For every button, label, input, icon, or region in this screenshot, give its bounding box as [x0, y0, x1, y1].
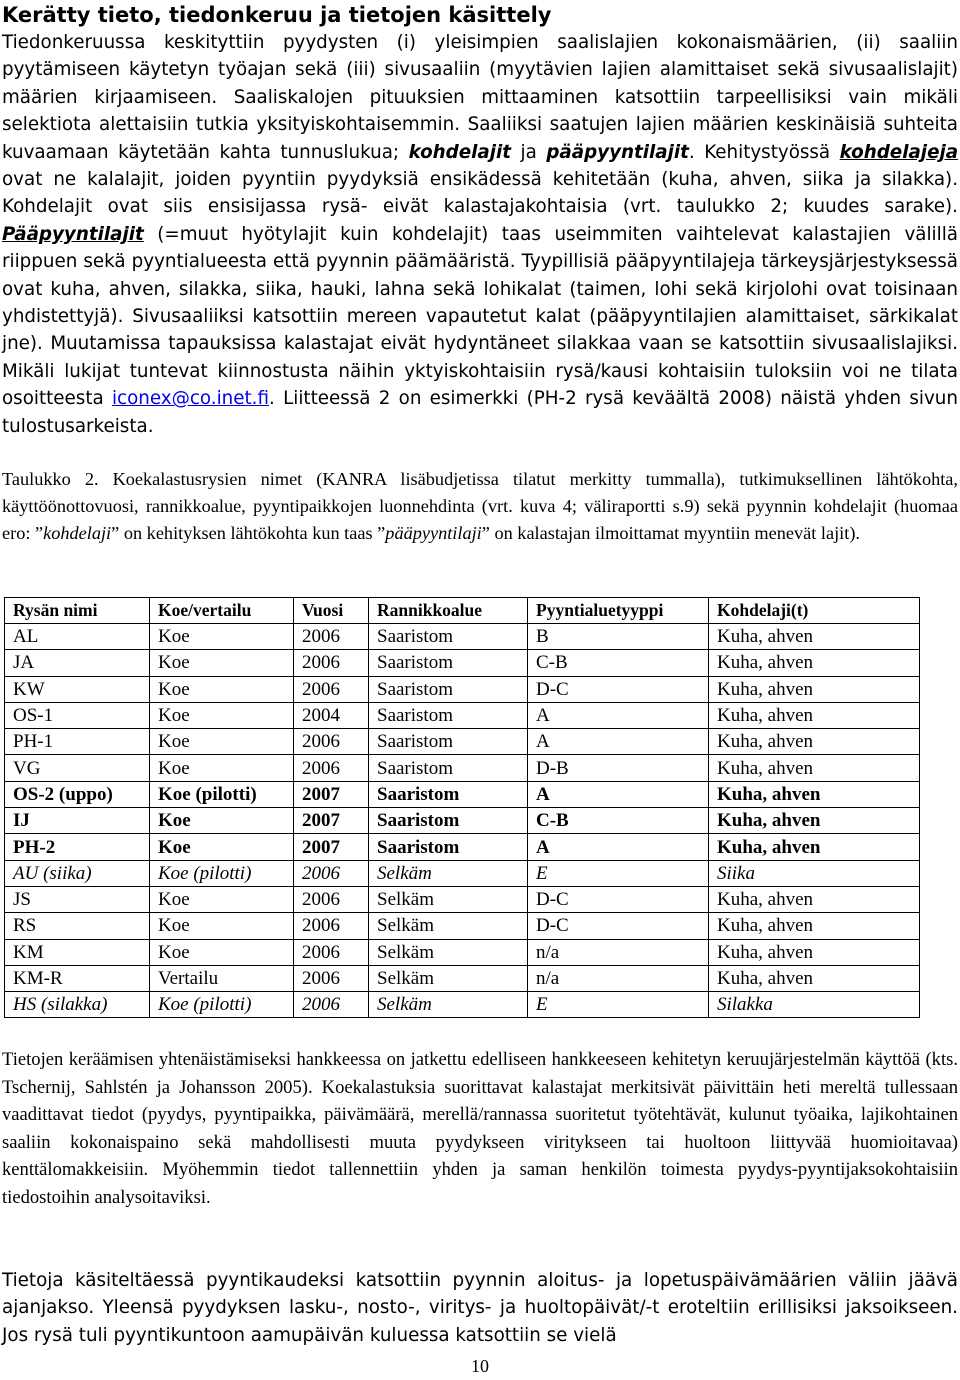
- table-cell: Selkäm: [369, 965, 528, 991]
- header-rannikkoalue: Rannikkoalue: [369, 598, 528, 624]
- term-kohdelajeja: kohdelajeja: [839, 141, 959, 163]
- table-row: [5, 624, 920, 650]
- table-cell: Kuha, ahven: [709, 886, 920, 912]
- caption-term-paapyyntilaji: pääpyyntilaji: [385, 523, 482, 544]
- table-cell: Saaristom: [369, 808, 528, 834]
- table-cell: Koe (pilotti): [150, 860, 294, 886]
- table-row: [5, 729, 920, 755]
- table-row: [5, 992, 920, 1018]
- caption-text-e: ” on kalastajan ilmoittamat myyntiin menevät lajit).: [481, 523, 860, 544]
- table-cell: Silakka: [709, 992, 920, 1018]
- table-cell: Saaristom: [369, 702, 528, 728]
- table-cell: JA: [5, 650, 150, 676]
- caption-text-a: Taulukko 2. Koekalastusrysien nimet (KANRA lisäbudjetissa tilatut merkitty tummalla), tutkimuksellinen lähtökohta, käyttöönottovuosi, rannikkoalue, pyyntipaikkojen luonnehdinta (vrt. kuva 4; väliraportti s.9) sekä pyynnin kohdelajit (huomaa ero: ”: [2, 469, 958, 544]
- table-cell: Selkäm: [369, 939, 528, 965]
- table-cell: Koe (pilotti): [150, 992, 294, 1018]
- intro-period: .: [688, 141, 695, 163]
- table-cell: 2007: [294, 834, 369, 860]
- table-cell: E: [528, 992, 709, 1018]
- table-cell: Selkäm: [369, 913, 528, 939]
- table-cell: n/a: [528, 939, 709, 965]
- table-cell: Saaristom: [369, 834, 528, 860]
- fishing-trap-table: [4, 597, 920, 1018]
- table-cell: 2006: [294, 624, 369, 650]
- table-cell: Koe: [150, 702, 294, 728]
- table-cell: JS: [5, 886, 150, 912]
- table-cell: Koe (pilotti): [150, 781, 294, 807]
- table-cell: Koe: [150, 624, 294, 650]
- term-kohdelajit: kohdelajit: [408, 141, 512, 163]
- header-pyyntialuetyyppi: Pyyntialuetyyppi: [528, 598, 709, 624]
- table-cell: Kuha, ahven: [709, 939, 920, 965]
- table-row: [5, 939, 920, 965]
- table-cell: KM-R: [5, 965, 150, 991]
- table-row: [5, 808, 920, 834]
- table-cell: A: [528, 702, 709, 728]
- table-cell: PH-2: [5, 834, 150, 860]
- intro-sentence-3-cont: ovat ne kalalajit, joiden pyyntiin pyydyksiä ensikädessä kehitetään (kuha, ahven, siika ja silakka). Kohdelajit ovat siis ensisijassa rysä- eivät kalastajakohtaisia (vrt. taulukko 2; kuudes sarake).: [2, 169, 958, 218]
- table-cell: Koe: [150, 650, 294, 676]
- table-cell: D-B: [528, 755, 709, 781]
- intro-sentence-2: Saaliiksi saatujen lajien määrien keskinäisiä suhteita kuvaamaan käytetään kahta tunnuslukua;: [2, 114, 959, 163]
- table-cell: D-C: [528, 886, 709, 912]
- table-cell: 2006: [294, 939, 369, 965]
- table-cell: Saaristom: [369, 781, 528, 807]
- table-row: [5, 860, 920, 886]
- paragraph-data-collection: Tietojen keräämisen yhtenäistämiseksi hankkeessa on jatkettu edelliseen hankkeeseen kehitetyn keruujärjestelmän käyttöä (kts. Tschernij, Sahlstén ja Johansson 2005). Koekalastuksia suorittavat kalastajat merkitsivät päivittäin heti mereltä tullessaan vaadittavat tiedot (pyydys, pyyntipaikka, päivämäärä, merellä/rannassa suoritetut työtehtävät, kulunut työaika, lajikohtainen saaliin kokonaispaino sekä mahdollisesti muuta pyydykseen viritykseen tai huoltoon liittyvää huomioitavaa) kenttälomakkeisiin. Myöhemmin tiedot tallennettiin yhden ja saman henkilön toimesta pyydys-pyyntijaksokohtaisiin tiedostoihin analysoitaviksi.: [2, 1049, 958, 1208]
- table-header-row: [5, 598, 920, 624]
- table-cell: Kuha, ahven: [709, 965, 920, 991]
- table-cell: 2007: [294, 781, 369, 807]
- table-cell: 2006: [294, 992, 369, 1018]
- intro-sentence-4: (=muut hyötylajit kuin kohdelajit) taas useimmiten vaihtelevat kalastajien välillä riippuen sekä pyyntialueesta että pyynnin päämääristä. Tyypillisiä pääpyyntilajeja tärkeysjärjestyksessä ovat kuha, ahven, silakka, siika, hauki, lahna sekä lohikalat (taimen, lohi sekä kirjolohi ovat toisinaan yhdistettyjä). Sivusaaliiksi katsottiin mereen vapautetut kalat (pääpyyntilajien alamittaiset, särkikalat jne). Muutamissa tapauksissa kalastajat eivät hydyntäneet silakkaa vaan se katsottiin sivusaalislajiksi. Mikäli lukijat tuntevat kiinnostusta näihin yktyiskohtaisiin rysä/kausi kohtaisiin tuloksiin voi ne tilata osoitteesta: [2, 223, 958, 410]
- table-cell: B: [528, 624, 709, 650]
- table-cell: D-C: [528, 676, 709, 702]
- table-cell: PH-1: [5, 729, 150, 755]
- term-paapyyntilajit: pääpyyntilajit: [546, 141, 689, 163]
- section-heading: Kerätty tieto, tiedonkeruu ja tietojen käsittely: [2, 3, 552, 27]
- paragraph-data-collection-block: [2, 1046, 958, 1212]
- table-cell: 2006: [294, 729, 369, 755]
- table-cell: 2006: [294, 650, 369, 676]
- table-cell: A: [528, 781, 709, 807]
- table-cell: HS (silakka): [5, 992, 150, 1018]
- table-cell: KW: [5, 676, 150, 702]
- table-cell: Selkäm: [369, 992, 528, 1018]
- paragraph-processing: Tietoja käsiteltäessä pyyntikaudeksi katsottiin pyynnin aloitus- ja lopetuspäivämäärien väliin jäävä ajanjakso. Yleensä pyydyksen lasku-, nosto-, viritys- ja huoltopäivät/-t eroteltiin erillisiksi jaksoikseen. Jos rysä tuli pyyntikuntoon aamupäivän kuluessa katsottiin se vielä: [2, 1270, 958, 1346]
- table-cell: OS-2 (uppo): [5, 781, 150, 807]
- table-cell: Kuha, ahven: [709, 624, 920, 650]
- table-cell: Kuha, ahven: [709, 834, 920, 860]
- table-cell: 2006: [294, 860, 369, 886]
- table-cell: VG: [5, 755, 150, 781]
- table-body: [5, 624, 920, 1018]
- page-number: 10: [471, 1356, 489, 1376]
- table-cell: Koe: [150, 808, 294, 834]
- table-caption: [2, 466, 958, 548]
- table-cell: 2006: [294, 755, 369, 781]
- header-koe-vertailu: Koe/vertailu: [150, 598, 294, 624]
- intro-sentence-3: Kehitystyössä: [704, 141, 831, 163]
- email-link[interactable]: iconex@co.inet.fi: [111, 388, 270, 410]
- table-cell: Kuha, ahven: [709, 755, 920, 781]
- table-cell: Kuha, ahven: [709, 702, 920, 728]
- table-cell: Kuha, ahven: [709, 913, 920, 939]
- table-row: [5, 650, 920, 676]
- table-row: [5, 702, 920, 728]
- table-cell: Saaristom: [369, 676, 528, 702]
- term-paapyyntilajit-defined: Pääpyyntilajit: [2, 223, 144, 245]
- table-cell: 2006: [294, 965, 369, 991]
- table-row: [5, 913, 920, 939]
- table-row: [5, 886, 920, 912]
- table-cell: Selkäm: [369, 886, 528, 912]
- table-row: [5, 834, 920, 860]
- table-cell: Kuha, ahven: [709, 781, 920, 807]
- table-cell: Koe: [150, 886, 294, 912]
- table-cell: Koe: [150, 755, 294, 781]
- table-cell: 2006: [294, 886, 369, 912]
- table-row: [5, 676, 920, 702]
- table-cell: IJ: [5, 808, 150, 834]
- table-cell: A: [528, 729, 709, 755]
- table-cell: Saaristom: [369, 729, 528, 755]
- table-cell: Vertailu: [150, 965, 294, 991]
- table-cell: Koe: [150, 729, 294, 755]
- intro-sentence-5: . Liitteessä 2 on esimerkki (PH-2 rysä keväältä 2008) näistä yhden sivun tulostusarkeista.: [2, 388, 958, 437]
- caption-text-c: ” on kehityksen lähtökohta kun taas ”: [111, 523, 386, 544]
- table-row: [5, 965, 920, 991]
- table-row: [5, 781, 920, 807]
- table-cell: C-B: [528, 808, 709, 834]
- table-cell: 2006: [294, 913, 369, 939]
- table-cell: 2007: [294, 808, 369, 834]
- table-cell: E: [528, 860, 709, 886]
- table-cell: C-B: [528, 650, 709, 676]
- intro-paragraph: [2, 29, 958, 440]
- table-cell: Koe: [150, 676, 294, 702]
- header-rysan-nimi: Rysän nimi: [5, 598, 150, 624]
- table-cell: A: [528, 834, 709, 860]
- table-cell: Kuha, ahven: [709, 676, 920, 702]
- caption-term-kohdelaji: kohdelaji: [43, 523, 112, 544]
- table-cell: Kuha, ahven: [709, 808, 920, 834]
- table-cell: Kuha, ahven: [709, 729, 920, 755]
- table-cell: Saaristom: [369, 650, 528, 676]
- header-vuosi: Vuosi: [294, 598, 369, 624]
- table-cell: OS-1: [5, 702, 150, 728]
- table-cell: RS: [5, 913, 150, 939]
- table-cell: Selkäm: [369, 860, 528, 886]
- table-cell: 2004: [294, 702, 369, 728]
- table-cell: Koe: [150, 834, 294, 860]
- table-cell: Koe: [150, 939, 294, 965]
- intro-sentence-1: Tiedonkeruussa keskityttiin pyydysten (i) yleisimpien saalislajien kokonaismäärien, (ii) saaliin pyytämiseen käytetyn työajan sekä (iii) sivusaaliin (myytävien lajien alamittaiset sekä sivusaalislajit) määrien kirjaamiseen. Saaliskalojen pituuksien mittaaminen katsottiin tarpeellisiksi vain mikäli selektiota alettaisiin tutkia yksityiskohtaisemmin.: [2, 32, 958, 136]
- table-cell: KM: [5, 939, 150, 965]
- table-cell: Koe: [150, 913, 294, 939]
- table-cell: n/a: [528, 965, 709, 991]
- document-page: [2, 0, 959, 1346]
- table-cell: Siika: [709, 860, 920, 886]
- header-kohdelajit: Kohdelaji(t): [709, 598, 920, 624]
- table-cell: 2006: [294, 676, 369, 702]
- table-cell: AL: [5, 624, 150, 650]
- table-cell: AU (siika): [5, 860, 150, 886]
- table-row: [5, 755, 920, 781]
- table-cell: Saaristom: [369, 755, 528, 781]
- table-cell: Saaristom: [369, 624, 528, 650]
- table-cell: Kuha, ahven: [709, 650, 920, 676]
- intro-conj: ja: [520, 141, 537, 163]
- paragraph-processing-block: [2, 1267, 958, 1349]
- table-cell: D-C: [528, 913, 709, 939]
